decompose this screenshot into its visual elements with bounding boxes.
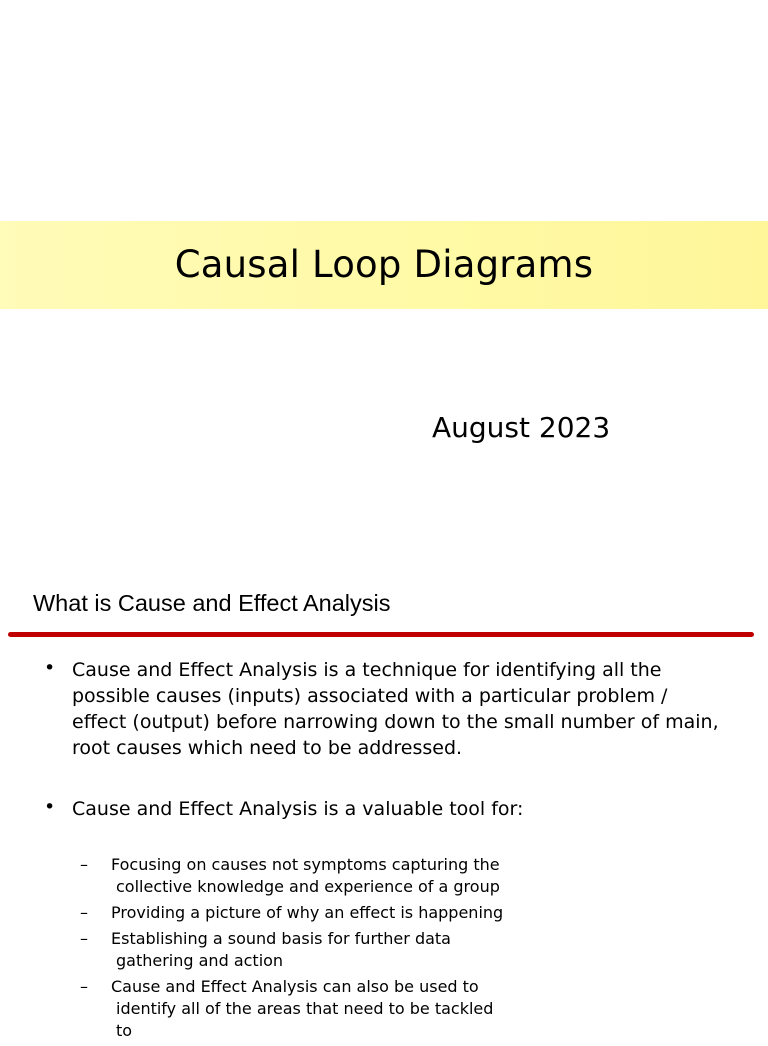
dash-marker: – <box>80 855 88 874</box>
bullet-text-tool-for: Cause and Effect Analysis is a valuable tool for: <box>72 798 524 820</box>
list-item-line: identify all of the areas that need to be tackled to <box>116 999 494 1040</box>
list-item-line: collective knowledge and experience of a group <box>116 877 500 896</box>
bullet-text-definition: Cause and Effect Analysis is a technique for identifying all the possible causes (inputs) associated with a particular problem / effect (output) before narrowing down to the small number of main, root causes which need to be addressed. <box>72 659 719 759</box>
title-band <box>0 221 768 309</box>
dash-marker: – <box>80 929 88 948</box>
list-item <box>0 902 768 924</box>
content-slide <box>0 560 768 1040</box>
heading-divider <box>8 632 754 637</box>
section-heading: What is Cause and Effect Analysis <box>33 590 391 616</box>
slide-date: August 2023 <box>432 411 611 444</box>
dash-marker: – <box>80 977 88 996</box>
bullet-marker: • <box>44 657 56 679</box>
list-item-line: gathering and action <box>116 951 284 970</box>
list-item-line: Providing a picture of why an effect is happening <box>111 903 504 922</box>
list-item-line: Focusing on causes not symptoms capturing the <box>111 855 500 874</box>
dash-marker: – <box>80 903 88 922</box>
list-item <box>0 976 768 1042</box>
sub-bullet-list <box>0 854 768 1046</box>
list-item <box>0 928 768 972</box>
list-item-line: Establishing a sound basis for further data <box>111 929 451 948</box>
list-item <box>0 854 768 898</box>
list-item-line: Cause and Effect Analysis can also be used to <box>111 977 479 996</box>
bullet-marker: • <box>44 796 56 818</box>
slide-title: Causal Loop Diagrams <box>174 243 594 286</box>
